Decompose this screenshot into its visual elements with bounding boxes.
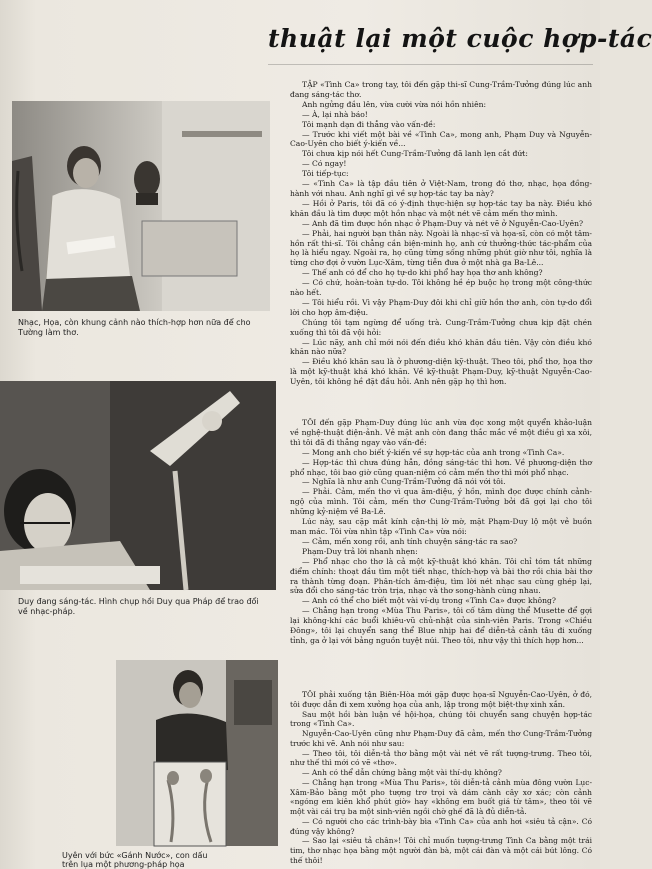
photo-painter bbox=[116, 660, 278, 846]
paragraph: — Tôi hiểu rồi. Vì vậy Phạm-Duy đôi khi chỉ giữ hồn thơ anh, còn tự-do đổi lời cho hợp âm-điệu. bbox=[290, 297, 592, 317]
paragraph: Tôi mạnh dạn đi thẳng vào vấn-đề: bbox=[302, 119, 436, 129]
paragraph: Phạm-Duy trả lời nhanh nhẹn: bbox=[302, 546, 418, 556]
paragraph: — Chẳng hạn trong «Mùa Thu Paris», tôi diễn-tả cảnh mùa đông vườn Lục-Xâm-Bảo bằng một pho tượng trơ trọi và dám cành cây xơ xác; còn cảnh «ngóng em kiên khổ phút giờ» hay «không em buốt giá từ tâm», theo tôi vẽ một vài cái trụ ba một sinh-viên ngồi chờ ghế đã là đủ diễn-tả. bbox=[290, 777, 592, 817]
paragraph: TÔI phải xuống tận Biên-Hòa mới gặp được họa-sĩ Nguyễn-Cao-Uyên, ở đó, tôi được dẫn đi xem xưởng họa của anh, lập trong một biệt-thự xinh xắn. bbox=[290, 690, 592, 709]
paragraph: Chúng tôi tạm ngừng để uống trà. Cung-Trầm-Tưởng chưa kịp đặt chén xuống thì tôi đã vội hỏi: bbox=[290, 317, 592, 337]
paragraph: — Phải, hai người bạn thân này. Ngoài là nhạc-sĩ và họa-sĩ, còn có một tâm-hồn rất thi-sĩ. Tôi chẳng cần biện-minh họ, anh cứ thưởng-thức tác-phẩm của họ là hiểu ngay. Ngoài ra, họ cũng từng sống những phút giờ như tôi, nghĩa là từng chơ đợi ở vườn Lục-Xâm, từng tiễn đưa ở một nhà ga Ba-Lê... bbox=[290, 228, 592, 268]
paragraph: — Hợp-tác thì chưa đúng hẳn, đồng sáng-tác thì hơn. Về phương-diện thơ phổ nhạc, tôi bao giờ cũng quan-niệm có cảm mến thơ thì mới phổ nhạc. bbox=[290, 457, 592, 477]
photo-painter-image bbox=[116, 660, 278, 846]
photo-composer bbox=[0, 381, 276, 590]
paragraph: Tôi chưa kịp nói hết Cung-Trầm-Tưởng đã lanh lẹn cắt đứt: bbox=[302, 149, 528, 159]
paragraph: — Cảm, mến xong rồi, anh tính chuyện sáng-tác ra sao? bbox=[302, 536, 518, 546]
article-body-section-3 bbox=[290, 690, 592, 866]
paragraph: — Trước khi viết một bài về «Tình Ca», mong anh, Phạm Duy và Nguyễn-Cao-Uyên cho biết ý-kiến về... bbox=[290, 129, 592, 149]
paragraph: — Sao lại «siêu tả chân»! Tôi chỉ muốn tượng-trưng Tình Ca bằng một trái tim, thơ nhạc họa bằng một người đàn bà, một cái đàn và một cái bút lông. Có thế thôi! bbox=[290, 836, 592, 866]
paragraph: — Điều khó khăn sau là ở phương-diện kỹ-thuật. Theo tôi, phổ thơ, họa thơ là một kỹ-thuật khá khó khăn. Về kỹ-thuật Phạm-Duy, kỹ-thuật Nguyễn-Cao-Uyên, tôi không hề đặt đầu hỏi. Anh nên gặp họ thì hơn. bbox=[290, 357, 592, 387]
paragraph: — «Tình Ca» là tập đầu tiên ở Việt-Nam, trong đó thơ, nhạc, họa đồng-hành với nhau. Anh nghĩ gì về sự hợp-tác tay ba này? bbox=[290, 179, 592, 198]
paragraph: — Theo tôi, tôi diễn-tả thơ bằng một vài nét vẽ rất tượng-trưng. Theo tôi, như thế thì mới có vẽ «thơ». bbox=[290, 748, 592, 768]
paragraph: — Phổ nhạc cho thơ là cả một kỹ-thuật khó khăn. Tôi chỉ tóm tắt những điểm chính: thoạt đầu tìm một tiết nhạc, thích-hợp và bài thơ rồi chia bài thơ ra thành từng đoạn. Phân-tích âm-điệu, tìm lời nét nhạc sau cùng ghép lại, sửa đổi cho sáng-tác tròn trịa, nhạc và thơ song-hành cùng nhau. bbox=[290, 556, 592, 596]
caption-photo-poet: Nhạc, Họa, còn khung cảnh nào thích-hợp hơn nữa để cho Tường làm thơ. bbox=[18, 318, 251, 337]
paragraph: TẬP «Tình Ca» trong tay, tôi đến gặp thi-sĩ Cung-Trầm-Tưởng đúng lúc anh đang sáng-tác thơ. bbox=[290, 80, 592, 99]
paragraph: — Anh có thể dẫn chứng bằng một vài thí-dụ không? bbox=[302, 768, 502, 778]
paragraph: TÔI đến gặp Phạm-Duy đúng lúc anh vừa đọc xong một quyển khảo-luận về nghệ-thuật điện-ảnh. Vẻ mặt anh còn đang thắc mắc về một điều gì xa xôi, thì tôi đã đi thẳng ngay vào vấn-đề: bbox=[290, 418, 592, 447]
paragraph: — Anh có thể cho biết một vài ví-dụ trong «Tình Ca» được không? bbox=[302, 596, 556, 606]
paragraph: — Anh đã tìm được hồn nhạc ở Phạm-Duy và nét vẽ ở Nguyễn-Cao-Uyên? bbox=[302, 218, 584, 228]
paragraph: — Có ngay! bbox=[302, 159, 347, 169]
photo-poet-writing bbox=[12, 101, 270, 311]
paragraph: — Lúc nãy, anh chỉ mới nói đến điều khó khăn đầu tiên. Vậy còn điều khó khăn nào nữa? bbox=[290, 337, 592, 357]
caption-photo-painter: Uyên với bức «Gánh Nước», con dấu trên lụa một phương-pháp họa bbox=[62, 851, 208, 869]
paragraph: — Có người cho các trình-bày bìa «Tình Ca» của anh hơi «siêu tả cận». Có đúng vậy không? bbox=[290, 816, 592, 836]
photo-poet-writing-image bbox=[12, 101, 270, 311]
paragraph: — Thế anh có để cho họ tự-do khi phổ hay họa thơ anh không? bbox=[302, 268, 543, 278]
paragraph: — Chẳng hạn trong «Mùa Thu Paris», tôi cố tâm dùng thể Musette để gợi lại không-khí các buổi khiêu-vũ chủ-nhật của sinh-viên Paris. Trong «Chiều Đông», tôi lại chuyển sang thể Blue nhịp hai để diễn-tả cảnh tâu đi xuống tỉnh, ga ở lại với bảng nguồn tuyệt núi. Theo tôi, như vậy thì thích hợp hơn... bbox=[290, 606, 592, 645]
paragraph: Sau một hồi bàn luận về hội-họa, chúng tôi chuyển sang chuyện hợp-tác trong «Tình Ca». bbox=[290, 709, 592, 729]
photo-composer-image bbox=[0, 381, 276, 590]
article-body-section-2 bbox=[290, 418, 592, 646]
paragraph: Lúc này, sau cặp mắt kính cận-thị lờ mờ, mặt Phạm-Duy lộ một vẻ buồn man mác. Tôi vừa nhìn tập «Tình Ca» vừa nói: bbox=[290, 517, 592, 536]
paragraph: — Hồi ở Paris, tôi đã có ý-định thực-hiện sự hợp-tác tay ba này. Điều khó khăn đầu là tìm được một hồn nhạc và một nét vẽ cảm mến thơ mình. bbox=[290, 198, 592, 218]
paragraph: — Nghĩa là như anh Cung-Trầm-Tưởng đã nói với tôi. bbox=[302, 477, 506, 487]
paragraph: — Mong anh cho biết ý-kiến về sự hợp-tác của anh trong «Tình Ca». bbox=[302, 447, 565, 457]
article-body-section-1 bbox=[290, 80, 592, 387]
caption-photo-composer: Duy đang sáng-tác. Hình chụp hồi Duy qua Pháp để trao đổi về nhạc-pháp. bbox=[18, 597, 259, 616]
paragraph: Anh ngửng đầu lên, vừa cười vừa nói hồn nhiên: bbox=[302, 99, 487, 109]
title-underline bbox=[268, 64, 593, 65]
paragraph: — À, lại nhà báo! bbox=[302, 109, 368, 119]
paragraph: Nguyễn-Cao-Uyên cũng như Phạm-Duy đã cảm, mến thơ Cung-Trầm-Tưởng trước khi vẽ. Anh nói như sau: bbox=[290, 729, 592, 748]
paragraph: Tôi tiếp-tục: bbox=[302, 169, 349, 179]
paragraph: — Phải. Cảm, mến thơ vì qua âm-điệu, ý hồn, mình đọc được chính cảnh-ngộ của mình. Tôi cảm, mến thơ Cung-Trầm-Tưởng bởi đã gợi lại cho tôi những kỷ-niệm về Ba-Lê. bbox=[290, 487, 592, 517]
article-title: thuật lại một cuộc hợp-tác bbox=[268, 24, 652, 53]
paragraph: — Có chứ, hoàn-toàn tự-do. Tôi không hề ép buộc họ trong một công-thức nào hết. bbox=[290, 278, 592, 298]
